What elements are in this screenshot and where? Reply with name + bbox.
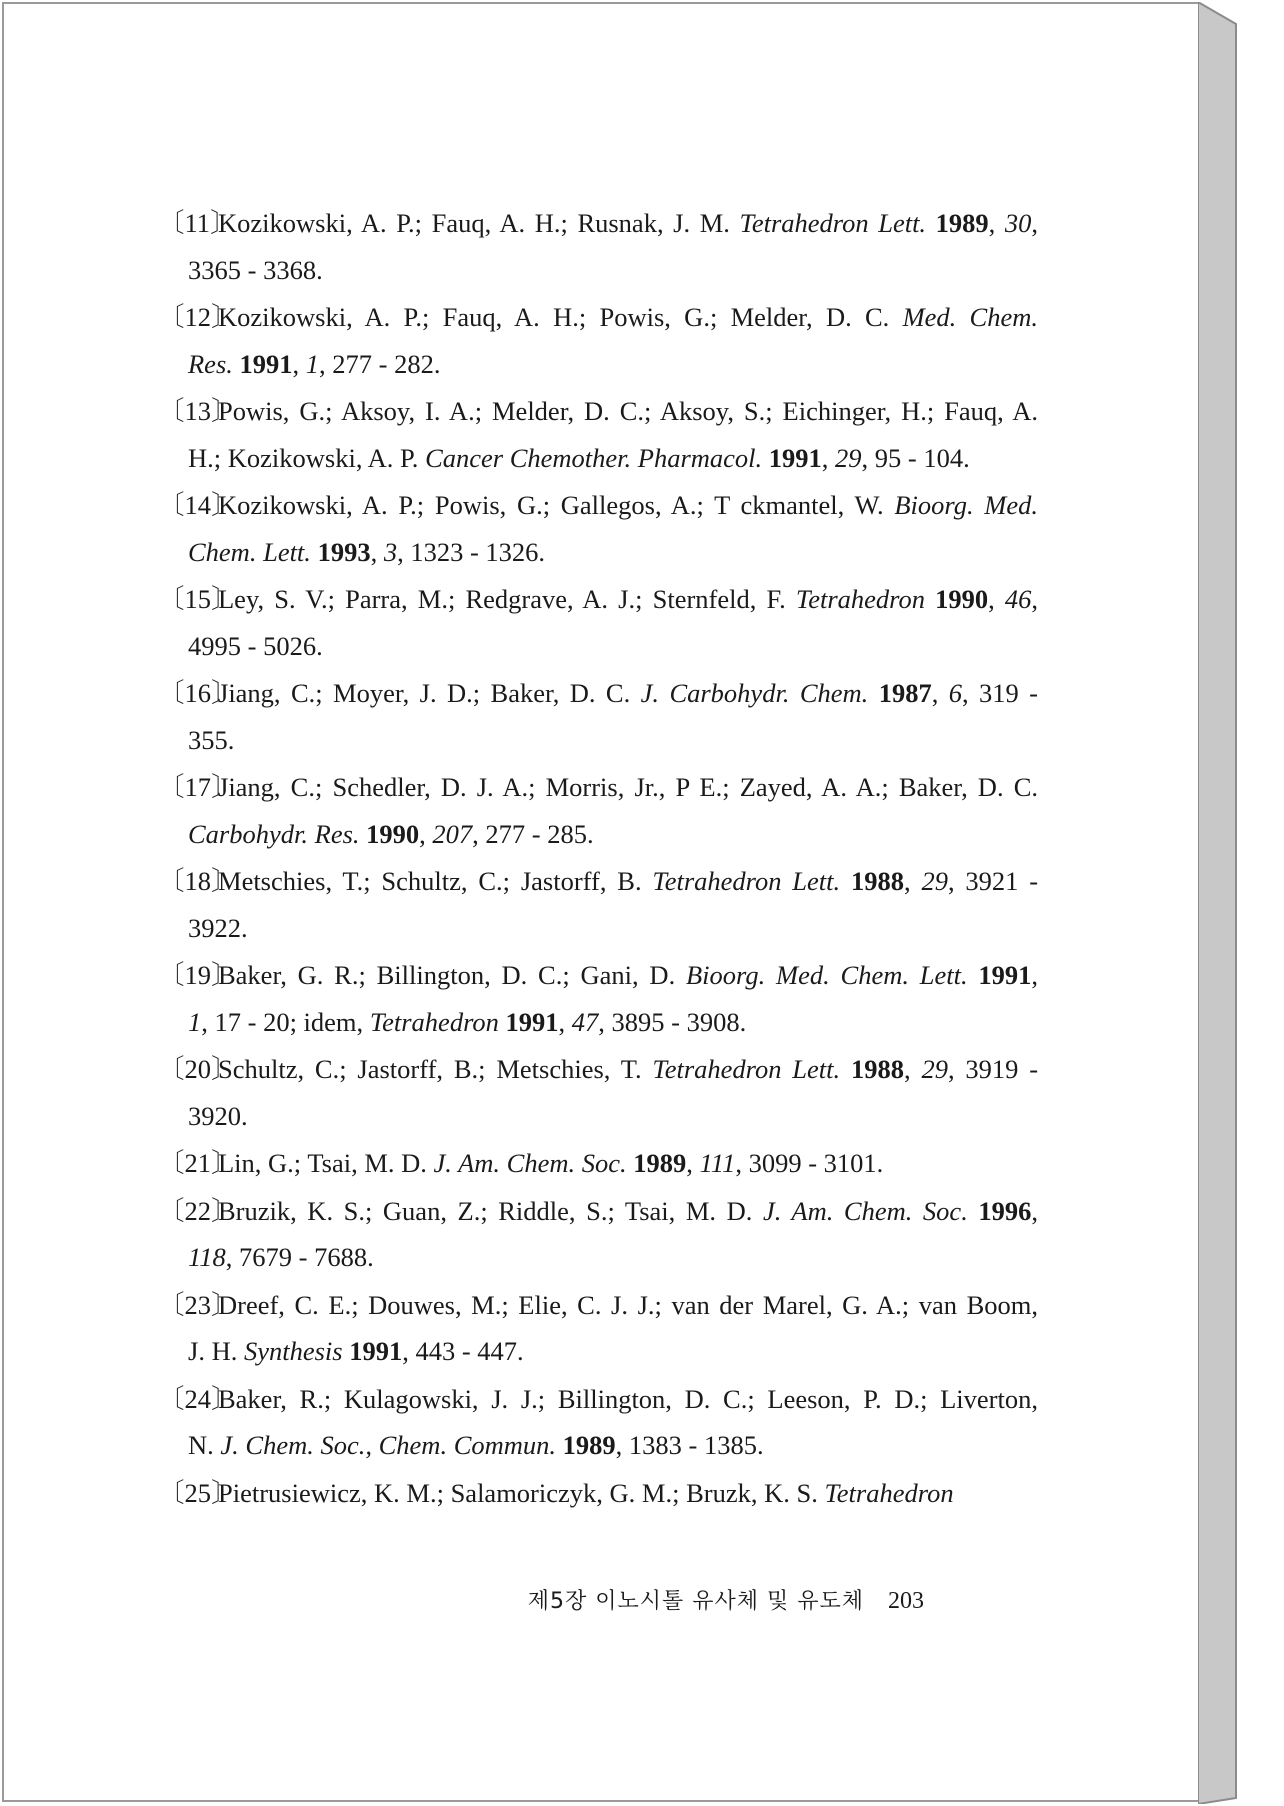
reference-number: 〔24〕 [158, 1383, 238, 1414]
reference-number: 〔15〕 [158, 584, 238, 614]
reference-number: 〔25〕 [158, 1477, 238, 1508]
reference-item [158, 952, 1038, 1045]
reference-item [158, 764, 1038, 857]
reference-text-line1: Powis, G.; Aksoy, I. A.; Melder, D. C.; Aksoy, S.; Eichinger, H.; Fauq, A. [218, 396, 1038, 426]
reference-list [158, 200, 1038, 1517]
page-footer [528, 1584, 924, 1615]
reference-text-line1: Kozikowski, A. P.; Fauq, A. H.; Rusnak, J. M. Tetrahedron Lett. 1989, 30, [218, 208, 1039, 238]
reference-item [158, 670, 1038, 763]
reference-number: 〔11〕 [158, 208, 237, 238]
reference-number: 〔20〕 [158, 1054, 238, 1084]
reference-item [158, 1046, 1038, 1139]
reference-number: 〔13〕 [158, 396, 238, 426]
page-edge [1198, 2, 1240, 1804]
reference-number: 〔18〕 [158, 866, 238, 896]
reference-item [158, 482, 1038, 575]
reference-number: 〔21〕 [158, 1148, 238, 1178]
reference-text-line2: Chem. Lett. 1993, 3, 1323 - 1326. [188, 536, 546, 567]
reference-text-line2: 1, 17 - 20; idem, Tetrahedron 1991, 47, 3895 - 3908. [188, 1006, 747, 1037]
reference-text-line2: Carbohydr. Res. 1990, 207, 277 - 285. [188, 818, 594, 849]
page-number: 203 [888, 1588, 924, 1614]
reference-text-line1: Pietrusiewicz, K. M.; Salamoriczyk, G. M.; Bruzk, K. S. Tetrahedron [218, 1477, 954, 1508]
reference-text-line2: 4995 - 5026. [188, 630, 323, 661]
reference-number: 〔22〕 [158, 1195, 238, 1226]
reference-item [158, 1188, 1038, 1281]
reference-item [158, 294, 1038, 387]
reference-item [158, 1470, 1038, 1517]
reference-item [158, 576, 1038, 669]
reference-item [158, 858, 1038, 951]
reference-text-line2: 3922. [188, 912, 248, 943]
reference-number: 〔17〕 [158, 772, 238, 802]
reference-text-line2: 355. [188, 724, 235, 755]
reference-text-line2: 3920. [188, 1100, 248, 1131]
reference-item [158, 1376, 1038, 1469]
reference-text-line1: Ley, S. V.; Parra, M.; Redgrave, A. J.; Sternfeld, F. Tetrahedron 1990, 46, [218, 584, 1039, 614]
reference-text-line2: Res. 1991, 1, 277 - 282. [188, 348, 441, 379]
reference-text-line1: Kozikowski, A. P.; Powis, G.; Gallegos, A.; T ckmantel, W. Bioorg. Med. [218, 490, 1039, 520]
reference-text-line1: Baker, R.; Kulagowski, J. J.; Billington, D. C.; Leeson, P. D.; Liverton, [218, 1383, 1038, 1414]
reference-item [158, 1282, 1038, 1375]
reference-text-line1: Metschies, T.; Schultz, C.; Jastorff, B. Tetrahedron Lett. 1988, 29, 3921 - [218, 866, 1039, 896]
reference-text-line1: Baker, G. R.; Billington, D. C.; Gani, D. Bioorg. Med. Chem. Lett. 1991, [218, 960, 1039, 990]
reference-text-line1: Bruzik, K. S.; Guan, Z.; Riddle, S.; Tsai, M. D. J. Am. Chem. Soc. 1996, [218, 1195, 1039, 1226]
reference-text-line2: 3365 - 3368. [188, 254, 323, 285]
reference-text-line1: Schultz, C.; Jastorff, B.; Metschies, T. Tetrahedron Lett. 1988, 29, 3919 - [218, 1054, 1039, 1084]
reference-number: 〔12〕 [158, 302, 238, 332]
chapter-title: 제5장 이노시톨 유사체 및 유도체 [527, 1589, 864, 1614]
reference-text-line1: Jiang, C.; Moyer, J. D.; Baker, D. C. J. Carbohydr. Chem. 1987, 6, 319 - [218, 678, 1039, 708]
reference-text-line2: H.; Kozikowski, A. P. Cancer Chemother. Pharmacol. 1991, 29, 95 - 104. [188, 442, 970, 473]
reference-number: 〔16〕 [158, 678, 238, 708]
book-page [2, 2, 1200, 1802]
reference-item [158, 388, 1038, 481]
reference-text-line1: Jiang, C.; Schedler, D. J. A.; Morris, Jr., P E.; Zayed, A. A.; Baker, D. C. [218, 772, 1038, 802]
reference-item [158, 200, 1038, 293]
reference-text-line2: 118, 7679 - 7688. [188, 1242, 374, 1272]
reference-text-line1: Dreef, C. E.; Douwes, M.; Elie, C. J. J.; van der Marel, G. A.; van Boom, [218, 1289, 1038, 1320]
reference-item [158, 1140, 1038, 1187]
reference-number: 〔19〕 [158, 960, 238, 990]
reference-text-line2: N. J. Chem. Soc., Chem. Commun. 1989, 1383 - 1385. [188, 1430, 764, 1460]
reference-number: 〔14〕 [158, 490, 238, 520]
reference-text-line2: J. H. Synthesis 1991, 443 - 447. [188, 1336, 524, 1366]
reference-text-line1: Kozikowski, A. P.; Fauq, A. H.; Powis, G.; Melder, D. C. Med. Chem. [218, 302, 1038, 332]
reference-number: 〔23〕 [158, 1289, 238, 1320]
reference-text-line1: Lin, G.; Tsai, M. D. J. Am. Chem. Soc. 1989, 111, 3099 - 3101. [218, 1148, 884, 1178]
